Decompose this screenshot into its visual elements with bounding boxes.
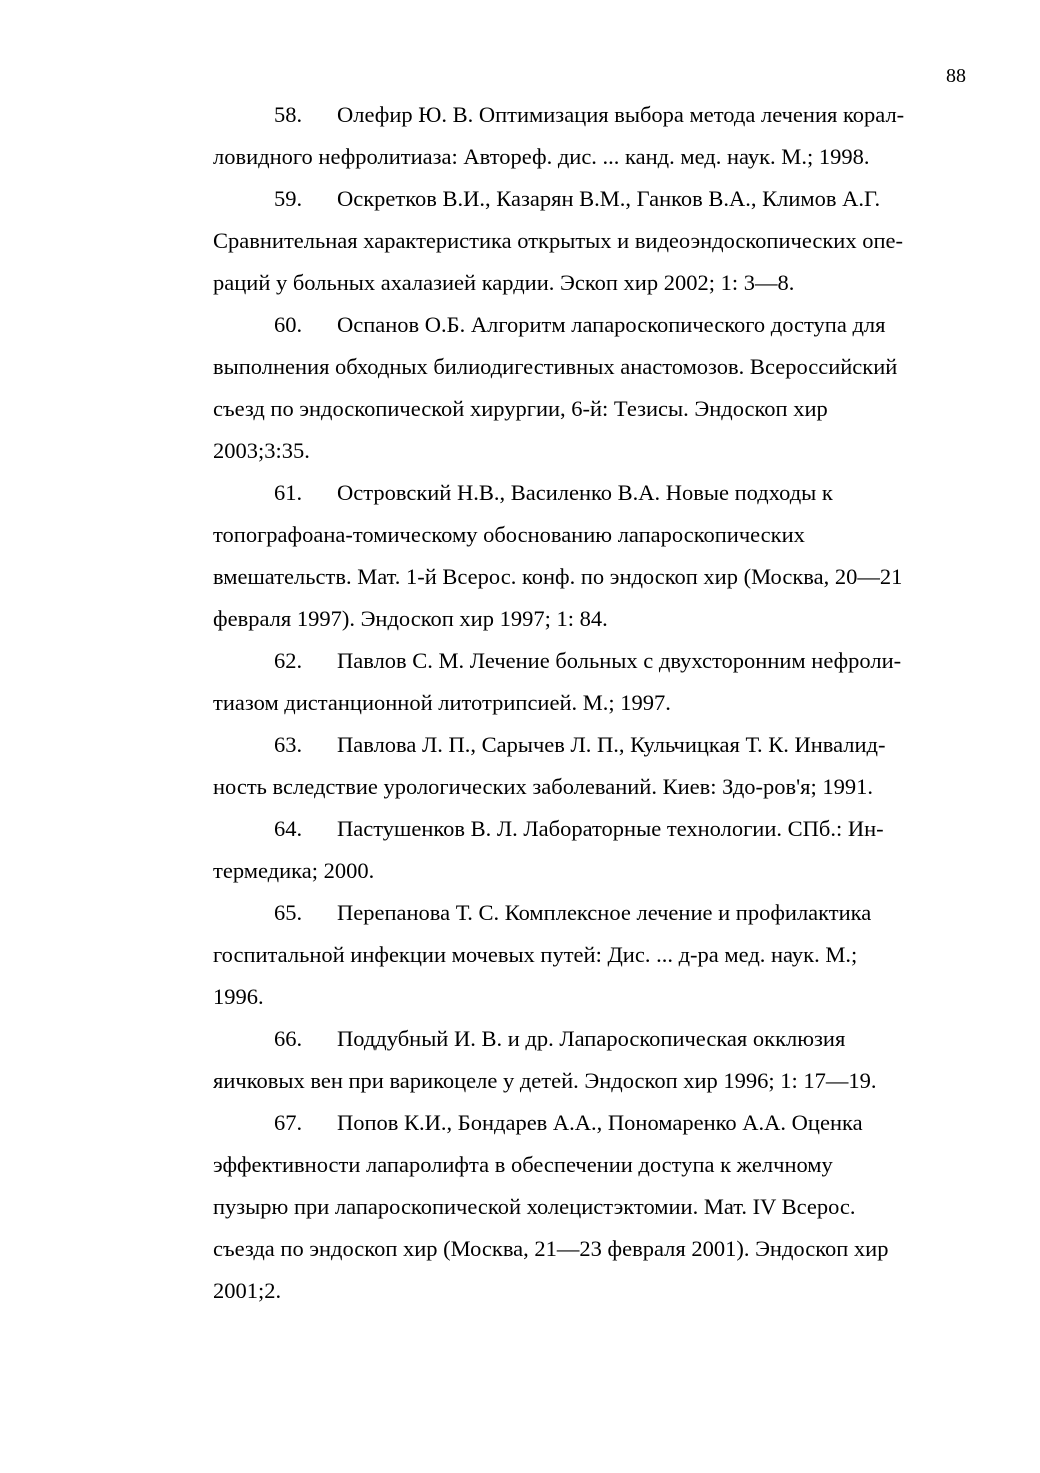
reference-entry xyxy=(213,94,969,178)
reference-line: топографоана-томическому обоснованию лапароскопических xyxy=(213,522,805,547)
reference-line xyxy=(213,472,969,514)
reference-text: Олефир Ю. В. Оптимизация выбора метода лечения корал- xyxy=(337,102,905,127)
reference-text: Пастушенков В. Л. Лабораторные технологии. СПб.: Ин- xyxy=(337,816,884,841)
reference-line: вмешательств. Мат. 1-й Всерос. конф. по эндоскоп хир (Москва, 20—21 xyxy=(213,564,903,589)
reference-text: Павлова Л. П., Сарычев Л. П., Кульчицкая Т. К. Инвалид- xyxy=(337,732,886,757)
reference-text: Оскретков В.И., Казарян В.М., Ганков В.А., Климов А.Г. xyxy=(337,186,881,211)
reference-number: 66. xyxy=(274,1026,303,1051)
reference-number: 58. xyxy=(274,102,303,127)
reference-number: 60. xyxy=(274,312,303,337)
reference-line: пузырю при лапароскопической холецистэктомии. Мат. IV Всерос. xyxy=(213,1194,856,1219)
reference-text: Павлов С. М. Лечение больных с двухсторонним нефроли- xyxy=(337,648,902,673)
reference-entry xyxy=(213,1102,969,1312)
reference-line xyxy=(213,808,969,850)
reference-line xyxy=(213,892,969,934)
reference-line xyxy=(213,178,969,220)
reference-line: ность вследствие урологических заболеваний. Киев: Здо-ров'я; 1991. xyxy=(213,774,874,799)
reference-line: 1996. xyxy=(213,984,264,1009)
reference-number: 67. xyxy=(274,1110,303,1135)
reference-line: 2003;3:35. xyxy=(213,438,310,463)
reference-line: ловидного нефролитиаза: Автореф. дис. ... канд. мед. наук. М.; 1998. xyxy=(213,144,870,169)
reference-entry xyxy=(213,1018,969,1102)
reference-line: эффективности лапаролифта в обеспечении доступа к желчному xyxy=(213,1152,833,1177)
reference-entry xyxy=(213,724,969,808)
reference-number: 61. xyxy=(274,480,303,505)
reference-text: Оспанов О.Б. Алгоритм лапароскопического доступа для xyxy=(337,312,886,337)
reference-entry xyxy=(213,304,969,472)
reference-number: 59. xyxy=(274,186,303,211)
reference-text: Поддубный И. В. и др. Лапароскопическая окклюзия xyxy=(337,1026,846,1051)
reference-line xyxy=(213,1102,969,1144)
reference-line: февраля 1997). Эндоскоп хир 1997; 1: 84. xyxy=(213,606,608,631)
reference-entry xyxy=(213,808,969,892)
reference-line: выполнения обходных билиодигестивных анастомозов. Всероссийский xyxy=(213,354,898,379)
reference-number: 64. xyxy=(274,816,303,841)
reference-number: 62. xyxy=(274,648,303,673)
reference-line: термедика; 2000. xyxy=(213,858,375,883)
reference-entry xyxy=(213,472,969,640)
reference-line: 2001;2. xyxy=(213,1278,282,1303)
reference-line: съезда по эндоскоп хир (Москва, 21—23 февраля 2001). Эндоскоп хир xyxy=(213,1236,889,1261)
reference-list xyxy=(213,94,969,1312)
reference-line: госпитальной инфекции мочевых путей: Дис. ... д-ра мед. наук. М.; xyxy=(213,942,858,967)
reference-line: тиазом дистанционной литотрипсией. М.; 1997. xyxy=(213,690,671,715)
reference-line xyxy=(213,724,969,766)
reference-text: Островский Н.В., Василенко В.А. Новые подходы к xyxy=(337,480,833,505)
reference-text: Попов К.И., Бондарев А.А., Пономаренко А.А. Оценка xyxy=(337,1110,863,1135)
reference-number: 65. xyxy=(274,900,303,925)
page-number: 88 xyxy=(946,65,966,87)
reference-line: съезд по эндоскопической хирургии, 6-й: Тезисы. Эндоскоп хир xyxy=(213,396,828,421)
reference-line: раций у больных ахалазией кардии. Эскоп хир 2002; 1: 3—8. xyxy=(213,270,795,295)
reference-line xyxy=(213,1018,969,1060)
reference-number: 63. xyxy=(274,732,303,757)
reference-entry xyxy=(213,892,969,1018)
reference-entry xyxy=(213,178,969,304)
reference-line xyxy=(213,94,969,136)
reference-line: яичковых вен при варикоцеле у детей. Эндоскоп хир 1996; 1: 17—19. xyxy=(213,1068,877,1093)
reference-line xyxy=(213,640,969,682)
reference-line xyxy=(213,304,969,346)
reference-line: Сравнительная характеристика открытых и видеоэндоскопических опе- xyxy=(213,228,903,253)
reference-text: Перепанова Т. С. Комплексное лечение и профилактика xyxy=(337,900,872,925)
reference-entry xyxy=(213,640,969,724)
